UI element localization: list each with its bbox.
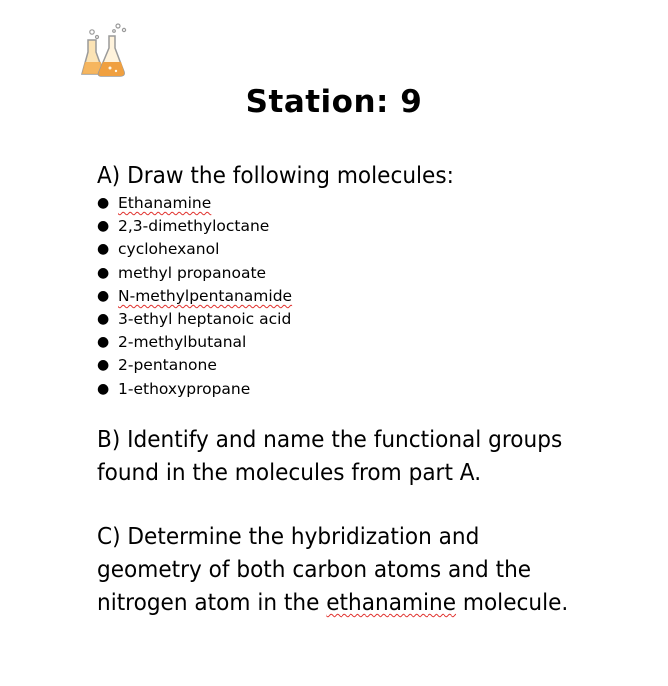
molecule-name: Ethanamine: [118, 194, 212, 212]
page-title: Station: 9: [245, 84, 423, 120]
molecule-list: [97, 192, 292, 401]
bullet-icon: ●: [97, 310, 110, 327]
list-item: [97, 378, 292, 401]
part-a-heading: A) Draw the following molecules:: [97, 163, 454, 189]
list-item: [97, 192, 292, 215]
bullet-icon: ●: [97, 380, 110, 397]
molecule-name: methyl propanoate: [118, 263, 267, 282]
list-item: [97, 354, 292, 377]
molecule-name: 1-ethoxypropane: [118, 379, 251, 398]
molecule-name: 2-methylbutanal: [118, 333, 247, 352]
bullet-icon: ●: [97, 264, 110, 281]
part-c-text: nitrogen atom in the: [97, 590, 327, 616]
chemistry-flasks-icon: [80, 22, 128, 78]
part-c-instructions: [97, 521, 597, 620]
molecule-name: 2,3-dimethyloctane: [118, 217, 270, 236]
flagged-word: ethanamine: [326, 590, 457, 616]
bullet-icon: ●: [97, 287, 110, 304]
molecule-name: 2-pentanone: [118, 356, 217, 375]
part-c-text: molecule.: [456, 590, 569, 616]
list-item: [97, 285, 292, 308]
list-item: [97, 238, 292, 261]
list-item: [97, 308, 292, 331]
bullet-icon: ●: [97, 218, 110, 235]
part-b-instructions: [97, 424, 597, 490]
part-c-line: C) Determine the hybridization and: [97, 524, 480, 550]
bullet-icon: ●: [97, 334, 110, 351]
part-b-line: found in the molecules from part A.: [97, 460, 482, 486]
bullet-icon: ●: [97, 357, 110, 374]
list-item: [97, 331, 292, 354]
list-item: [97, 262, 292, 285]
bullet-icon: ●: [97, 241, 110, 258]
part-c-line: [97, 587, 567, 620]
part-c-line: geometry of both carbon atoms and the: [97, 557, 532, 583]
bullet-icon: ●: [97, 195, 110, 211]
molecule-name: cyclohexanol: [118, 240, 220, 259]
molecule-name: 3-ethyl heptanoic acid: [118, 309, 292, 328]
part-b-line: B) Identify and name the functional groups: [97, 427, 563, 453]
list-item: [97, 215, 292, 238]
molecule-name: N-methylpentanamide: [118, 286, 293, 305]
